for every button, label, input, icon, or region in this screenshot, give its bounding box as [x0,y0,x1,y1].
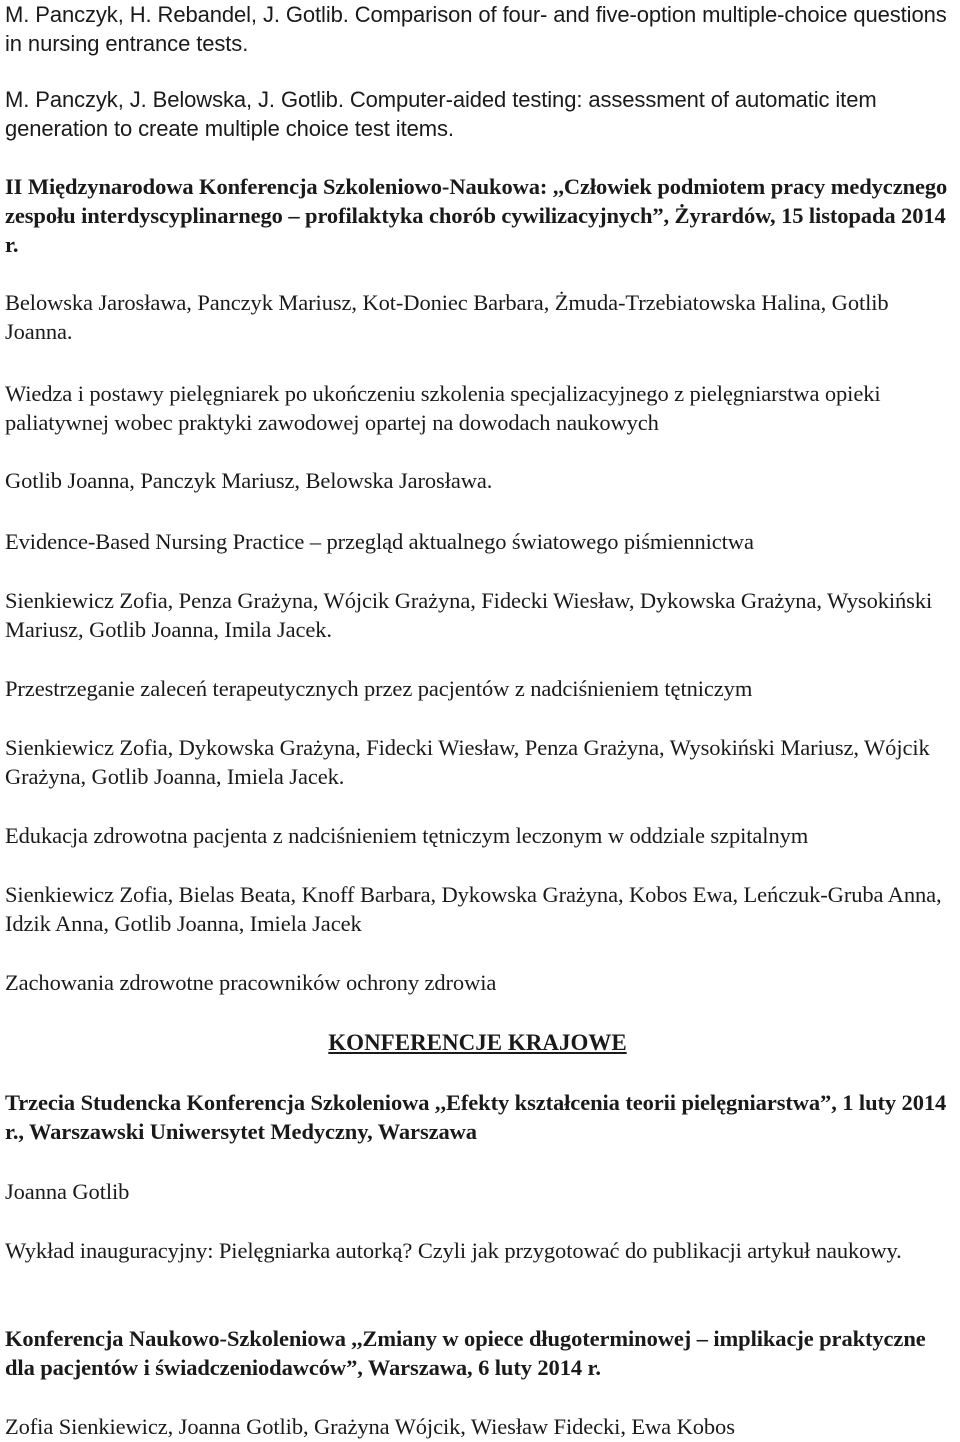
publication-entry: M. Panczyk, H. Rebandel, J. Gotlib. Comparison of four- and five-option multiple-choice questions in nursing entrance tests. [5,2,947,56]
authors: Belowska Jarosława, Panczyk Mariusz, Kot-Doniec Barbara, Żmuda-Trzebiatowska Halina, Gotlib Joanna. [5,290,889,344]
presentation-title: Wiedza i postawy pielęgniarek po ukończeniu szkolenia specjalizacyjnego z pielęgniarstwa opieki paliatywnej wobec praktyki zawodowej opartej na dowodach naukowych [5,381,881,435]
authors: Zofia Sienkiewicz, Joanna Gotlib, Grażyna Wójcik, Wiesław Fidecki, Ewa Kobos [5,1414,735,1439]
presentation-title: Evidence-Based Nursing Practice – przegląd aktualnego światowego piśmiennictwa [5,529,754,554]
authors: Sienkiewicz Zofia, Bielas Beata, Knoff Barbara, Dykowska Grażyna, Kobos Ewa, Leńczuk-Gruba Anna, Idzik Anna, Gotlib Joanna, Imiela Jacek [5,882,942,936]
conference-name: Trzecia Studencka Konferencja Szkoleniowa ,,Efekty kształcenia teorii pielęgniarstwa”, 1 luty 2014 r. [5,1090,947,1144]
presentation-title: Przestrzeganie zaleceń terapeutycznych przez pacjentów z nadciśnieniem tętniczym [5,676,753,701]
conference-title: Konferencja Naukowo-Szkoleniowa ,,Zmiany w opiece długoterminowej – implikacje praktyczne dla pacjentów i świadczeniodawców”, Warszawa, 6 luty 2014 r. [5,1326,926,1380]
section-heading: KONFERENCJE KRAJOWE [328,1030,627,1055]
conference-place: , Warszawski Uniwersytet Medyczny, Warszawa [18,1119,477,1144]
presentation-title: Edukacja zdrowotna pacjenta z nadciśnieniem tętniczym leczonym w oddziale szpitalnym [5,823,809,848]
conference-title: II Międzynarodowa Konferencja Szkoleniowo-Naukowa: ,,Człowiek podmiotem pracy medycznego zespołu interdyscyplinarnego – profilaktyka chorób cywilizacyjnych”, Żyrardów, 15 listopada 2014 r. [5,174,948,257]
authors: Sienkiewicz Zofia, Penza Grażyna, Wójcik Grażyna, Fidecki Wiesław, Dykowska Grażyna, Wysokiński Mariusz, Gotlib Joanna, Imila Jacek. [5,588,933,642]
authors: Gotlib Joanna, Panczyk Mariusz, Belowska Jarosława. [5,468,493,493]
authors: Sienkiewicz Zofia, Dykowska Grażyna, Fidecki Wiesław, Penza Grażyna, Wysokiński Mariusz, Wójcik Grażyna, Gotlib Joanna, Imiela Jacek. [5,735,930,789]
authors: Joanna Gotlib [5,1179,130,1204]
publication-entry: M. Panczyk, J. Belowska, J. Gotlib. Computer-aided testing: assessment of automatic item generation to create multiple choice test items. [5,87,877,141]
conference-title [5,1088,950,1146]
presentation-title: Zachowania zdrowotne pracowników ochrony zdrowia [5,970,497,995]
presentation-title: Wykład inauguracyjny: Pielęgniarka autorką? Czyli jak przygotować do publikacji artykuł naukowy. [5,1238,902,1263]
